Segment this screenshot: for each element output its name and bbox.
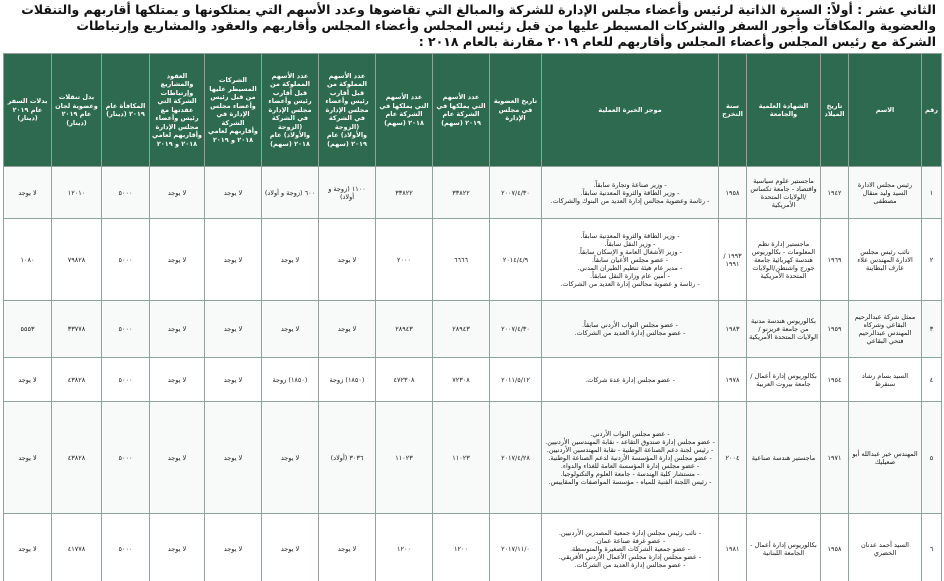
experience-cell [542, 301, 719, 358]
birth-year-cell: ١٩٧١ [821, 402, 849, 514]
member-name-cell: نائب رئيس مجلس الادارة المهندس علاء عارف البطاينة [849, 219, 922, 301]
column-header: موجز الخبرة العملية [542, 54, 719, 167]
membership-date-cell: ٢٠٠٧/٤/٣٠ [490, 167, 542, 219]
degree-cell: ماجستير إدارة نظم المعلومات - بكالوريوس هندسة كهربائية جامعة جورج واشنطن/الولايات المتحدة الأمريكية [747, 219, 821, 301]
experience-line: - وزير الأشغال العامة و الإسكان سابقاً. [577, 247, 683, 256]
experience-line: - مستشار كلية الهندسة - جامعة العلوم والتكنولوجيا. [560, 469, 700, 478]
experience-line: - رئيس اللجنة الفنية للمياه - مؤسسة المواصفات والمقاييس. [548, 477, 712, 486]
table-body [4, 167, 942, 581]
travel-allowance-2019-cell: لا يوجد [4, 167, 52, 219]
experience-line: - عضو جمعية الشركات الصغيرة والمتوسطة. [569, 544, 691, 553]
relatives-shares-2018-cell: لا يوجد [262, 514, 319, 581]
experience-line: - رئيس لجنة دعم الصناعة الوطنية - نقابة المهندسين الأردنيين. [546, 445, 714, 454]
reward-2019-cell: ٥٠٠٠ [102, 514, 150, 581]
table-row [4, 358, 942, 402]
experience-line: - عضو مجلس إدارة المؤسسة الأردنية لدعم الصناعة الوطنية. [548, 453, 712, 462]
controlled-companies-cell: لا يوجد [205, 402, 262, 514]
reward-2019-cell: ٥٠٠٠ [102, 301, 150, 358]
experience-line: - عضو مجلس إدارة عدة شركات. [585, 375, 675, 384]
experience-line: - عضو مجلس إدارة صندوق التقاعد - نقابة المهندسين الأردنيين. [545, 437, 715, 446]
shares-2018-cell: ١١٠٢٣ [376, 402, 433, 514]
column-header: عدد الأسهم المملوكة من قبل أقارب رئيس وأعضاء مجلس الإدارة في الشركة (الزوجة والأولاد) عام ٢٠١٩ (سهم) [319, 54, 376, 167]
experience-line: - نائب رئيس مجلس إدارة جمعية المصدرين الأردنيين. [558, 528, 702, 537]
relatives-shares-2019-cell: لا يوجد [319, 219, 376, 301]
column-header: العقود والمشاريع وإرتباطات الشركة التي عقدتها مع رئيس وأعضاء مجلس الإدارة وأقاربهم لعامي ٢٠١٨ و ٢٠١٩ [150, 54, 205, 167]
column-header: بدلات السفر عام ٢٠١٩ (دينار) [4, 54, 52, 167]
row-number-cell: ١ [922, 167, 942, 219]
reward-2019-cell: ٥٠٠٠ [102, 358, 150, 402]
relatives-shares-2018-cell: ٦٠٠ (زوجة و أولاد) [262, 167, 319, 219]
graduation-year-cell: ١٩٥٨ [719, 167, 747, 219]
birth-year-cell: ١٩٤٢ [821, 167, 849, 219]
shares-2018-cell: ٣٣٨٢٢ [376, 167, 433, 219]
relatives-shares-2018-cell: لا يوجد [262, 402, 319, 514]
controlled-companies-cell: لا يوجد [205, 219, 262, 301]
travel-allowance-2019-cell: ٥٥٥٣ [4, 301, 52, 358]
contracts-cell: لا يوجد [150, 301, 205, 358]
travel-allowance-2019-cell: لا يوجد [4, 402, 52, 514]
graduation-year-cell: ١٩٨١ [719, 514, 747, 581]
heading-line-3: الشركة مع رئيس المجلس وأعضاء المجلس وأقاربهم للعام ٢٠١٩ مقارنة بالعام ٢٠١٨ : [418, 34, 936, 49]
member-name-cell: السيد بسام رشاد سنقرط [849, 358, 922, 402]
relatives-shares-2019-cell: ٣٠٣٦ (أولاد) [319, 402, 376, 514]
row-number-cell: ٥ [922, 402, 942, 514]
experience-cell [542, 358, 719, 402]
membership-date-cell: ٢٠١١/٥/١٢ [490, 358, 542, 402]
table-row [4, 219, 942, 301]
reward-2019-cell: ٥٠٠٠ [102, 167, 150, 219]
transport-allowance-2019-cell: ٤٣٨٢٨ [52, 402, 102, 514]
column-header: الشركات المسيطر عليها من قبل رئيس وأعضاء مجلس الإدارة في الشركة وأقاربهم لعامي ٢٠١٨ و ٢٠١٩ [205, 54, 262, 167]
experience-line: - رئاسة وعضوية مجالس إدارة العديد من البنوك والشركات. [550, 196, 710, 205]
heading-line-1: الثاني عشر : أولاً: السيرة الذاتية لرئيس وأعضاء مجلس الإدارة للشركة والمبالغ التي تقاضوها وعدد الأسهم التي يمتلكونها و يمتلكها أقاربهم والتنقلات [21, 2, 936, 17]
birth-year-cell: ١٩٥٩ [821, 301, 849, 358]
column-header: الشهادة العلمية والجامعة [747, 54, 821, 167]
column-header: تاريخ الميلاد [821, 54, 849, 167]
column-header: الاسم [849, 54, 922, 167]
relatives-shares-2019-cell: ١١٠٠ (زوجة و أولاد) [319, 167, 376, 219]
column-header: عدد الأسهم المملوكة من قبل أقارب رئيس وأعضاء مجلس الإدارة في الشركة (الزوجة والأولاد) عام ٢٠١٨ (سهم) [262, 54, 319, 167]
transport-allowance-2019-cell: ٣٣٧٧٨ [52, 301, 102, 358]
shares-2018-cell: ١٢٠٠ [376, 514, 433, 581]
travel-allowance-2019-cell: لا يوجد [4, 358, 52, 402]
degree-cell: بكالوريوس إدارة أعمال - الجامعة اللبنانية [747, 514, 821, 581]
travel-allowance-2019-cell: لا يوجد [4, 514, 52, 581]
experience-cell [542, 219, 719, 301]
experience-line: - أمين عام وزارة النقل سابقاً. [590, 271, 670, 280]
column-header: تاريخ العضوية في مجلس الإدارة [490, 54, 542, 167]
contracts-cell: لا يوجد [150, 402, 205, 514]
birth-year-cell: ١٩٥٤ [821, 358, 849, 402]
contracts-cell: لا يوجد [150, 167, 205, 219]
experience-line: - رئاسة و عضوية مجالس إدارة العديد من الشركات. [560, 279, 700, 288]
table-row [4, 167, 942, 219]
member-name-cell: المهندس خير عبدالله أبو صعيليك [849, 402, 922, 514]
member-name-cell: ممثل شركة عبدالرحيم البقاعي وشركاه المهندس عبدالرحيم فتحي البقاعي [849, 301, 922, 358]
controlled-companies-cell: لا يوجد [205, 301, 262, 358]
degree-cell: بكالوريوس هندسة مدنية من جامعة فريزنو / الولايات المتحدة الأمريكية [747, 301, 821, 358]
membership-date-cell: ٢٠١٤/٤/٩ [490, 219, 542, 301]
transport-allowance-2019-cell: ٤١٧٧٨ [52, 514, 102, 581]
transport-allowance-2019-cell: ١٢٠١٠ [52, 167, 102, 219]
member-name-cell: رئيس مجلس الادارة السيد وليد منقال مصطفى [849, 167, 922, 219]
experience-line: - وزير صناعة وتجارة سابقاً. [593, 180, 667, 189]
transport-allowance-2019-cell: ٤٣٨٢٨ [52, 358, 102, 402]
relatives-shares-2018-cell: (١٨٥٠) زوجة [262, 358, 319, 402]
experience-line: - عضو مجلس النواب الأردني سابقاً. [581, 321, 679, 329]
table-row [4, 402, 942, 514]
column-header: سنة التخرج [719, 54, 747, 167]
graduation-year-cell: ٢٠٠٤ [719, 402, 747, 514]
experience-line: - عضو مجالس إدارة العديد من الشركات. [574, 560, 686, 569]
row-number-cell: ٢ [922, 219, 942, 301]
experience-line: - مدير عام هيئة تنظيم الطيران المدني. [577, 263, 683, 272]
board-members-table [3, 53, 942, 581]
experience-line: - عضو مجلس إدارة المؤسسة العامة للغذاء والدواء. [560, 461, 700, 470]
relatives-shares-2019-cell: (١٨٥٠) زوجة [319, 358, 376, 402]
experience-cell [542, 402, 719, 514]
experience-line: - وزير الطاقة والثروة المعدنية سابقاً. [580, 188, 680, 197]
transport-allowance-2019-cell: ٧٩٨٢٨ [52, 219, 102, 301]
experience-line: - عضو غرفة صناعة عمان. [594, 536, 666, 545]
column-header: بدل تنقلات وعضوية لجان عام ٢٠١٩ (دينار) [52, 54, 102, 167]
degree-cell: ماجستير هندسة صناعية [747, 402, 821, 514]
graduation-year-cell: ١٩٨٣ [719, 301, 747, 358]
shares-2019-cell: ٦٦٦٦ [433, 219, 490, 301]
experience-line: - عضو مجلس الأعيان سابقاً. [591, 255, 669, 264]
shares-2018-cell: ٢٠٠٠ [376, 219, 433, 301]
member-name-cell: السيد أحمد عدنان الخضري [849, 514, 922, 581]
membership-date-cell: ٢٠١٧/١١/٠ [490, 514, 542, 581]
heading-line-2: والعضوية والمكافآت وأجور السفر والشركات المسيطر عليها من قبل رئيس المجلس وأعضاء المجلس وأقاربهم والعقود والمشاريع وإرتباطات [76, 18, 936, 33]
controlled-companies-cell: لا يوجد [205, 514, 262, 581]
relatives-shares-2019-cell: لا يوجد [319, 514, 376, 581]
relatives-shares-2019-cell: لا يوجد [319, 301, 376, 358]
table-header [4, 54, 942, 167]
row-number-cell: ٣ [922, 301, 942, 358]
graduation-year-cell: ١٩٩٣ / ١٩٩١ [719, 219, 747, 301]
experience-line: - عضو مجلس إدارة مجلس الأعمال الأردني الأفريقي. [558, 552, 702, 561]
shares-2019-cell: ٢٨٩٤٣ [433, 301, 490, 358]
controlled-companies-cell: لا يوجد [205, 167, 262, 219]
degree-cell: بكالوريوس إدارة أعمال /جامعة بيروت العربية [747, 358, 821, 402]
shares-2019-cell: ٧٢٣٠٨ [433, 358, 490, 402]
column-header: المكافأة عام ٢٠١٩ (دينار) [102, 54, 150, 167]
shares-2019-cell: ١٢٠٠ [433, 514, 490, 581]
column-header: عدد الأسهم التي يملكها في الشركة عام ٢٠١٨ (سهم) [376, 54, 433, 167]
birth-year-cell: ١٩٥٨ [821, 514, 849, 581]
section-heading [0, 0, 944, 50]
contracts-cell: لا يوجد [150, 514, 205, 581]
experience-line: - وزير الطاقة والثروة المعدنية سابقاً. [580, 231, 680, 240]
row-number-cell: ٦ [922, 514, 942, 581]
shares-2019-cell: ٣٣٨٢٢ [433, 167, 490, 219]
degree-cell: ماجستير علوم سياسية واقتصاد - جامعة تكساس /الولايات المتحدة الأمريكية [747, 167, 821, 219]
relatives-shares-2018-cell: لا يوجد [262, 301, 319, 358]
membership-date-cell: ٢٠٠٧/٤/٣٠ [490, 301, 542, 358]
column-header: رقم [922, 54, 942, 167]
table-row [4, 301, 942, 358]
contracts-cell: لا يوجد [150, 358, 205, 402]
shares-2019-cell: ١١٠٢٣ [433, 402, 490, 514]
table-row [4, 514, 942, 581]
relatives-shares-2018-cell: لا يوجد [262, 219, 319, 301]
experience-line: - عضو مجلس النواب الأردني. [590, 429, 670, 438]
experience-cell [542, 514, 719, 581]
membership-date-cell: ٢٠١٧/٤/٢٨ [490, 402, 542, 514]
reward-2019-cell: ٥٠٠٠ [102, 219, 150, 301]
experience-line: - عضو مجالس إدارة العديد من الشركات. [574, 329, 686, 337]
controlled-companies-cell: لا يوجد [205, 358, 262, 402]
shares-2018-cell: ٤٧٢٣٠٨ [376, 358, 433, 402]
row-number-cell: ٤ [922, 358, 942, 402]
experience-cell [542, 167, 719, 219]
graduation-year-cell: ١٩٧٨ [719, 358, 747, 402]
reward-2019-cell: ٥٠٠٠ [102, 402, 150, 514]
shares-2018-cell: ٢٨٩٤٣ [376, 301, 433, 358]
travel-allowance-2019-cell: ١٠٨٠ [4, 219, 52, 301]
contracts-cell: لا يوجد [150, 219, 205, 301]
column-header: عدد الأسهم التي يملكها في الشركة عام ٢٠١٩ (سهم) [433, 54, 490, 167]
birth-year-cell: ١٩٦٩ [821, 219, 849, 301]
experience-line: - وزير النقل سابقاً. [604, 239, 656, 248]
